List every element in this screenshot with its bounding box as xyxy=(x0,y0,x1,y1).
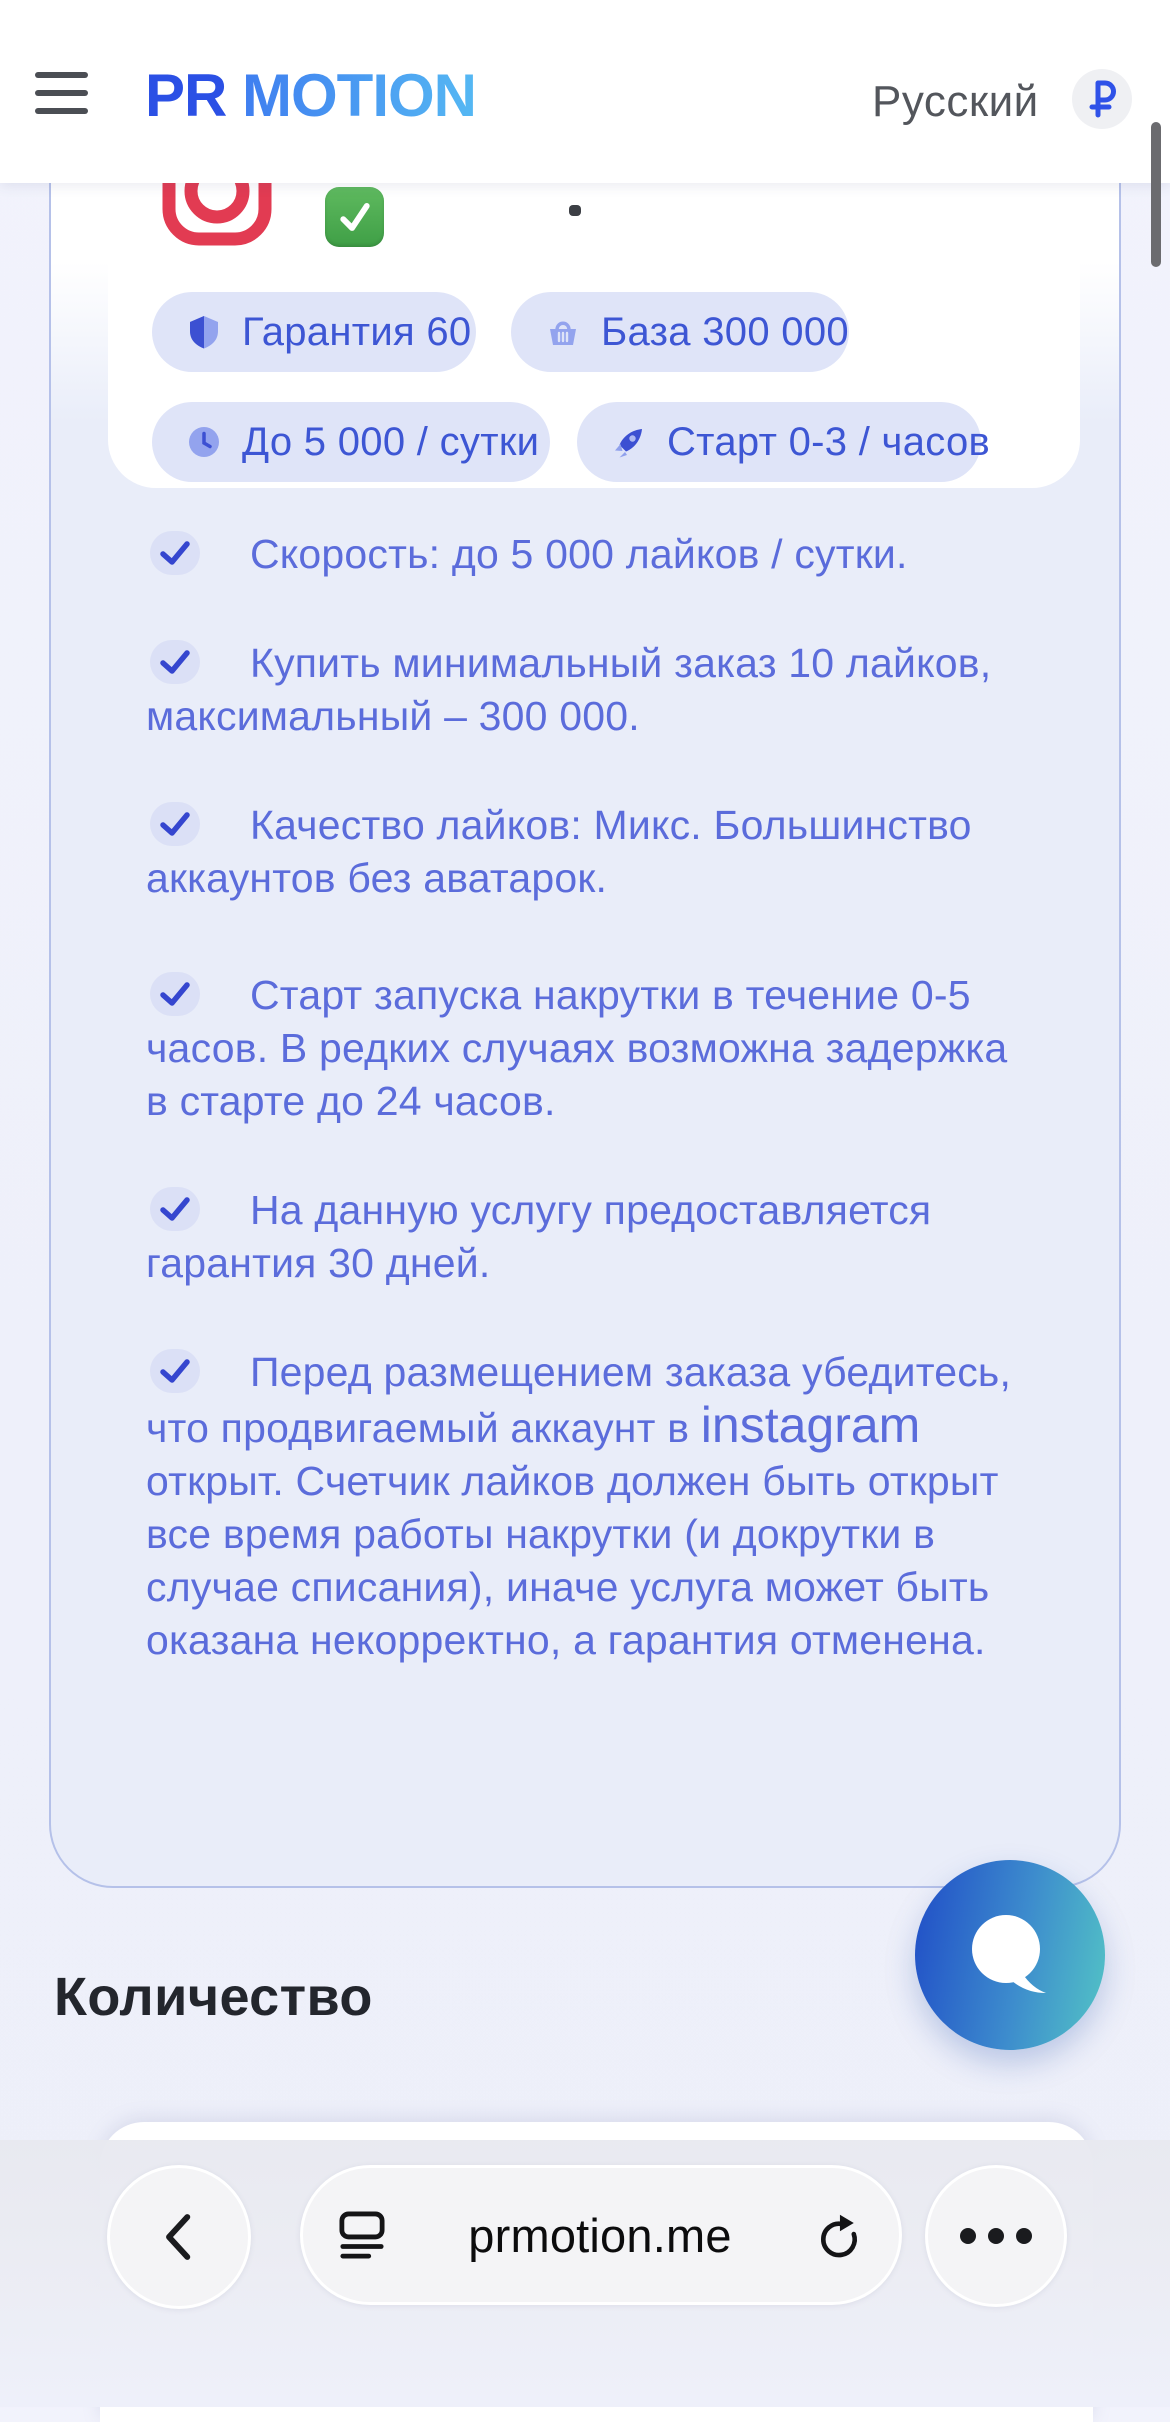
quantity-heading: Количество xyxy=(54,1967,373,2027)
chevron-left-icon xyxy=(159,2209,199,2265)
feature-item xyxy=(146,637,1036,743)
feature-text: На данную услугу предоставляется гарантия 30 дней. xyxy=(146,1187,932,1286)
shield-icon xyxy=(186,314,222,350)
feature-item xyxy=(146,969,1036,1128)
check-icon xyxy=(150,640,200,684)
ruble-icon xyxy=(1088,80,1116,118)
browser-back-button[interactable] xyxy=(107,2165,251,2309)
address-bar[interactable] xyxy=(300,2165,902,2305)
feature-item xyxy=(146,528,1036,581)
clipped-text-artifact xyxy=(569,205,581,216)
page-scrollbar[interactable] xyxy=(1151,122,1161,267)
chat-fab-button[interactable] xyxy=(915,1860,1105,2050)
badge-speed xyxy=(152,402,550,482)
reader-view-icon[interactable] xyxy=(339,2210,385,2260)
site-header xyxy=(0,0,1170,183)
site-logo[interactable]: PR MOTION xyxy=(145,62,477,129)
basket-icon xyxy=(545,314,581,350)
feature-text: Качество лайков: Микс. Большинство аккаунтов без аватарок. xyxy=(146,802,972,901)
ellipsis-icon xyxy=(960,2228,976,2244)
url-text[interactable]: prmotion.me xyxy=(468,2208,732,2262)
refresh-icon[interactable] xyxy=(815,2209,863,2261)
clock-icon xyxy=(186,424,222,460)
badge-start xyxy=(577,402,991,482)
feature-text: Старт запуска накрутки в течение 0-5 часов. В редких случаях возможна задержка в старте до 24 часов. xyxy=(146,972,1008,1124)
feature-text: Перед размещением заказа убедитесь, что продвигаемый аккаунт в xyxy=(146,1349,1012,1451)
feature-list xyxy=(146,528,1036,1723)
rocket-icon xyxy=(611,424,647,460)
browser-more-button[interactable] xyxy=(925,2165,1067,2307)
chat-bubble-icon xyxy=(962,1907,1058,2003)
check-icon xyxy=(150,1349,200,1393)
check-icon xyxy=(150,972,200,1016)
badge-label: Старт 0-3 / часов xyxy=(667,419,991,464)
feature-item xyxy=(146,1346,1036,1667)
verified-check-icon xyxy=(325,187,384,247)
instagram-link[interactable]: instagram xyxy=(700,1397,921,1453)
check-icon xyxy=(150,802,200,846)
feature-text: Скорость: до 5 000 лайков / сутки. xyxy=(250,531,908,577)
feature-text: Купить минимальный заказ 10 лайков, максимальный – 300 000. xyxy=(146,640,992,739)
badge-guarantee xyxy=(152,292,476,372)
badge-base xyxy=(511,292,849,372)
check-icon xyxy=(150,1187,200,1231)
badge-label: База 300 000 xyxy=(601,309,849,354)
badge-label: До 5 000 / сутки xyxy=(242,419,540,464)
menu-icon[interactable] xyxy=(35,72,88,114)
feature-text: открыт. Счетчик лайков должен быть открыт все время работы накрутки (и докрутки в случае списания), иначе услуга может быть оказана некорректно, а гарантия отменена. xyxy=(146,1458,999,1663)
feature-item xyxy=(146,799,1036,905)
badge-label: Гарантия 60 xyxy=(242,309,472,354)
currency-button[interactable] xyxy=(1072,69,1132,129)
language-selector[interactable]: Русский xyxy=(872,77,1039,126)
feature-item xyxy=(146,1184,1036,1290)
check-icon xyxy=(150,531,200,575)
